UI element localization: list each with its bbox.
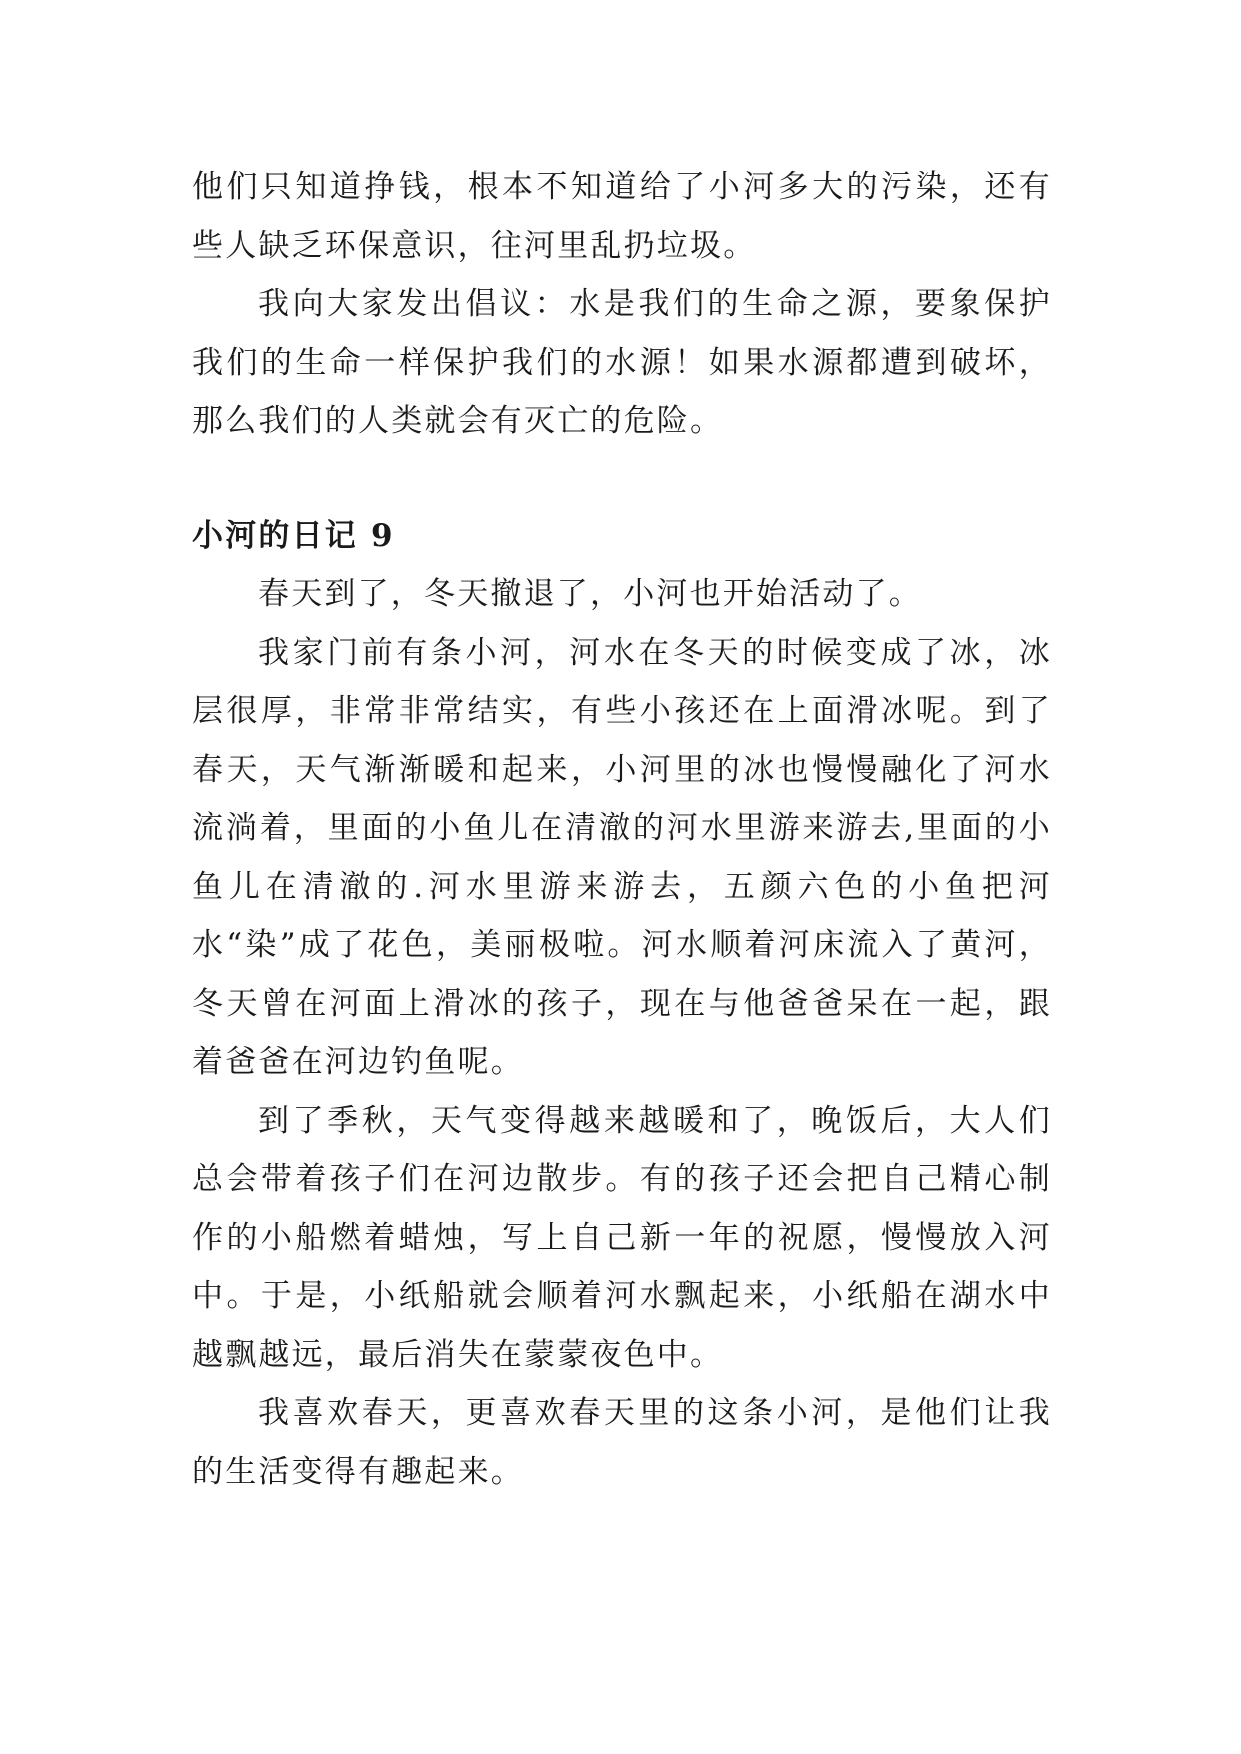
paragraph-continued: 他们只知道挣钱，根本不知道给了小河多大的污染，还有些人缺乏环保意识，往河里乱扔垃圾。 bbox=[192, 169, 1052, 264]
paragraph-conclusion: 我喜欢春天，更喜欢春天里的这条小河，是他们让我的生活变得有趣起来。 bbox=[192, 1395, 1052, 1490]
paragraph-spring-arrives: 春天到了，冬天撤退了，小河也开始活动了。 bbox=[258, 576, 922, 612]
section-title: 小河的日记 9 bbox=[192, 517, 395, 554]
paragraph-river-description: 我家门前有条小河，河水在冬天的时候变成了冰，冰层很厚，非常非常结实，有些小孩还在上面滑冰呢。到了春天，天气渐渐暖和起来，小河里的冰也慢慢融化了河水流淌着，里面的小鱼儿在清澈的河水里游来游去,里面的小鱼儿在清澈的.河水里游来游去，五颜六色的小鱼把河水“染”成了花色，美丽极啦。河水顺着河床流入了黄河，冬天曾在河面上滑冰的孩子，现在与他爸爸呆在一起，跟着爸爸在河边钓鱼呢。 bbox=[192, 634, 1052, 1080]
paragraph-autumn-evening: 到了季秋，天气变得越来越暖和了，晚饭后，大人们总会带着孩子们在河边散步。有的孩子还会把自己精心制作的小船燃着蜡烛，写上自己新一年的祝愿，慢慢放入河中。于是，小纸船就会顺着河水飘起来，小纸船在湖水中越飘越远，最后消失在蒙蒙夜色中。 bbox=[192, 1102, 1052, 1373]
document-body bbox=[192, 158, 1052, 1501]
paragraph-appeal: 我向大家发出倡议：水是我们的生命之源，要象保护我们的生命一样保护我们的水源！如果水源都遭到破坏，那么我们的人类就会有灭亡的危险。 bbox=[192, 286, 1052, 439]
